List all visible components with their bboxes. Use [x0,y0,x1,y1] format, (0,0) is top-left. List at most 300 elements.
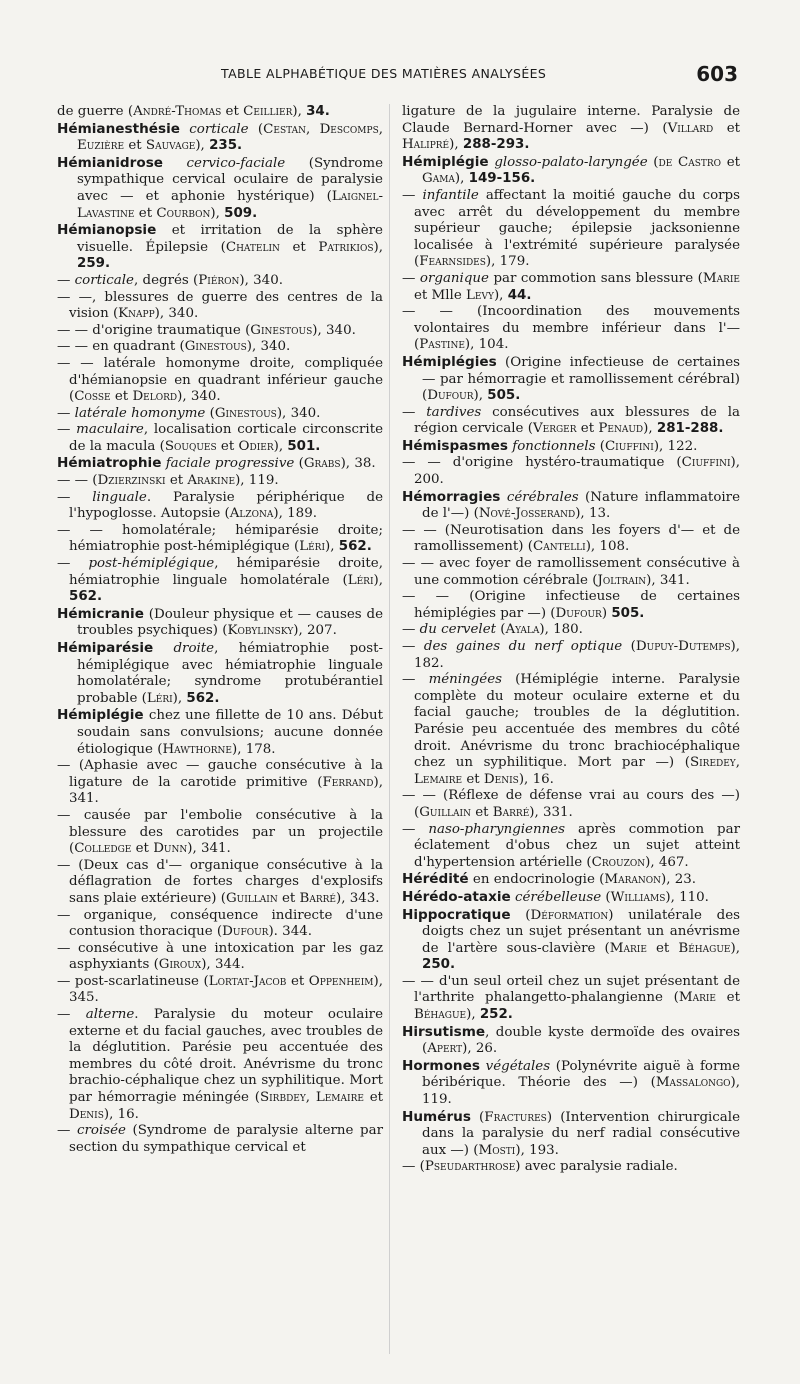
entry-author: Sirbdey, Lemaire [259,1090,364,1106]
index-entry [402,672,740,788]
entry-qualifier: linguale [92,489,147,505]
entry-text: ( [647,154,659,170]
entry-author: Fractures [484,1109,547,1125]
index-entry [57,490,383,523]
entry-text: ), 122. [653,438,698,454]
entry-text: ), 13. [575,506,611,522]
entry-text: — [57,405,75,421]
entry-text: ), 341. [646,572,690,588]
entry-author: Nové-Josserand [478,506,576,522]
index-entry [57,908,383,941]
entry-text: après commotion par éclatement d'obus chez un sujet atteint d'hypertension artérielle ( [414,821,740,870]
index-entry [57,758,383,808]
entry-text: ( [622,639,636,654]
entry-text: — [57,422,77,438]
entry-text: ), 341. [69,774,383,807]
index-entry [402,589,740,622]
index-entry [57,339,383,356]
entry-qualifier: naso-pharyngiennes [428,821,566,837]
entry-author: Denis [483,771,519,787]
entry-author: Ceillier [243,104,293,119]
entry-author: Cestan, Descomps, Euzière [77,121,384,154]
entry-text: ( [205,405,215,421]
index-entry [402,438,740,456]
index-entry [57,155,383,222]
entry-text: ), 341. [187,841,231,857]
entry-text: et [110,389,133,405]
entry-text: ), 108. [585,539,630,555]
entry-text: et [713,120,740,136]
entry-author: Villard [667,120,714,136]
entry-author: Levy [466,287,494,303]
entry-author: Penaud [598,421,644,437]
entry-page-ref: 250. [422,957,456,973]
index-entry [57,1123,383,1156]
entry-qualifier: alterne [85,1007,135,1023]
entry-page-ref: 281-288. [656,421,724,437]
entry-author: Chatelin [225,239,280,255]
index-entry [402,1058,740,1109]
entry-text: ) avec paralysie radiale. [515,1159,678,1175]
index-entry [57,707,383,758]
entry-text: ), 178. [231,741,276,757]
index-entry [402,489,740,523]
index-entry [57,974,383,1007]
entry-text: ), 189. [273,506,317,522]
entry-text: et [279,239,319,255]
entry-author: Dufour [222,924,269,940]
entry-author: Sauvage [145,138,196,154]
entry-headword: Hémicranie [57,605,144,622]
entry-qualifier: post-hémiplégique [88,556,215,572]
entry-qualifier: tardives [426,404,482,420]
entry-text: ), 193. [515,1142,559,1158]
entry-author: Guillain [225,890,278,906]
entry-text: ), 340. [276,405,321,421]
entry-text: ), [643,421,657,437]
entry-text: ), 207. [293,623,337,639]
index-entry [57,290,383,323]
index-entry [57,606,383,640]
entry-text: — organique, conséquence indirecte d'une contusion thoracique ( [57,907,383,940]
entry-author: Mosti [478,1142,516,1158]
entry-qualifier: cérébrales [506,489,579,505]
entry-qualifier: cervico-faciale [186,155,286,171]
entry-headword: Hérédo-ataxie [402,888,511,905]
entry-author: Ginestous [250,322,313,338]
entry-text: ), [454,171,469,187]
entry-text: — — (Incoordination des mouvements volontaires du membre inférieur dans l'— ( [402,304,740,353]
entry-text: ), 23. [660,872,697,888]
entry-text: — — d'origine traumatique ( [57,322,251,338]
entry-author: Apert [427,1041,463,1057]
index-entry [57,523,383,556]
entry-author: Marie [609,940,647,956]
entry-text: et [124,138,146,154]
entry-text: et [221,104,244,119]
entry-text: et [576,421,599,437]
entry-text: — — (Réflexe de défense vrai au cours des —) ( [402,788,740,820]
entry-author: Odier [238,438,274,454]
entry-headword: Hémiplégies [402,353,497,370]
index-entry [57,422,383,455]
entry-text: ). 344. [268,924,312,940]
entry-text: — [57,556,89,572]
entry-author: Souques [164,438,217,454]
entry-author: Oppenheim [308,973,374,989]
entry-text: ( [510,907,531,923]
entry-text: et [721,154,740,170]
entry-author: Williams [610,889,666,905]
index-entry [402,974,740,1024]
entry-author: Ginestous [214,405,277,421]
entry-text: (Polynévrite aiguë à forme béribérique. Théorie des —) ( [422,1058,741,1091]
index-entry [402,154,740,188]
index-entry [402,304,740,354]
entry-author: Crouzon [591,854,646,870]
entry-page-ref: 34. [306,104,330,119]
entry-page-ref: 44. [507,287,532,303]
entry-text: — — d'origine hystéro-traumatique ( [402,455,682,471]
entry-text: , localisation corticale circonscrite de la macula ( [69,422,384,454]
index-entry [402,1109,740,1160]
index-entry [402,1159,740,1176]
entry-text: — [57,1123,77,1139]
entry-author: Pseudarthrose [424,1159,516,1175]
entry-author: Massalongo [655,1075,731,1091]
entry-author: Béhague [678,940,731,956]
entry-text: — — homolatérale; hémiparésie droite; hémiatrophie post-hémiplégique ( [57,522,383,555]
index-entry [57,556,383,606]
entry-qualifier: fonctionnels [512,438,596,454]
entry-qualifier: végétales [485,1058,551,1074]
entry-text: ), 467. [645,854,689,870]
entry-text: ( [470,1109,485,1125]
entry-text: , double kyste dermoïde des ovaires ( [422,1024,740,1057]
entry-text [153,641,173,656]
entry-page-ref: 562. [69,589,103,605]
entry-author: Kobylinsky [227,623,294,639]
entry-page-ref: 259. [77,256,111,272]
entry-text: ), 331. [529,804,573,820]
index-entry [57,273,383,290]
entry-text: — [402,404,427,420]
entry-author: Marie [702,270,740,286]
entry-page-ref: 509. [224,205,258,221]
index-entry [57,222,383,273]
index-entry [402,889,740,907]
entry-text: ), [172,690,187,706]
entry-author: Denis [69,1106,104,1122]
entry-author: Léri [146,690,173,706]
entry-text: — ( [402,1159,425,1175]
entry-author: Halipré [402,137,450,153]
entry-text: (Syndrome sympathique cervical oculaire de paralysie avec — et aphonie hystérique) ( [77,155,383,204]
index-entry [57,1007,383,1123]
entry-text: ), 340. [246,339,291,355]
entry-qualifier: croisée [76,1123,126,1139]
entry-text: — [402,270,420,286]
index-entry [402,639,740,672]
entry-author: Dufour [555,605,602,621]
entry-author: Dupuy-Dutemps [635,639,731,654]
entry-text: ), 340. [177,389,221,405]
entry-author: Dufour [427,388,474,404]
entry-qualifier: cérébelleuse [515,889,602,905]
entry-author: Ciuffini [681,455,731,471]
entry-author: Siredey, Lemaire [414,755,740,787]
entry-text: (Hémiplégie interne. Paralysie complète du moteur oculaire externe et du facial gauche; troubles de la déglutition. Parésie peu accentuée des membres du côté droit. Anévrisme du tronc brachiocéphalique chez un syphilitique. Mort par —) ( [414,672,740,771]
entry-text: ), [373,572,383,588]
entry-text: — — ( [57,473,98,489]
entry-text: par commotion sans blessure ( [488,270,703,286]
entry-text: ), [373,239,383,255]
entry-headword: Hémianopsie [57,222,157,239]
entry-page-ref: 562. [338,539,372,555]
entry-text: ), 344. [201,957,245,973]
entry-headword: Hirsutisme [402,1023,486,1040]
entry-headword: Hémiparésie [57,640,154,656]
entry-text: — [57,489,93,505]
entry-text: — —, blessures de guerre des centres de la vision ( [57,289,383,322]
entry-headword: Hérédité [402,871,469,888]
page-number: 603 [696,62,738,86]
entry-text: — — en quadrant ( [57,339,185,355]
entry-text: ( [595,438,605,454]
entry-author: Knapp [118,306,155,322]
index-entry [57,323,383,340]
entry-text: ), 340. [154,306,199,322]
entry-author: Fearnsides [419,254,486,270]
entry-text: . Paralysie périphérique de l'hypoglosse. Autopsie ( [69,489,383,522]
entry-text: et [131,841,154,857]
entry-text: ) (Intervention chirurgicale dans la paralysie du nerf radial consécutive aux —) ( [422,1109,740,1158]
entry-author: Delord [132,389,178,405]
entry-qualifier: infantile [422,187,479,203]
entry-author: Dzierzinski [97,473,166,489]
entry-text: — [57,272,75,288]
entry-text: , hémiparésie droite, hémiatrophie linguale homolatérale ( [69,556,383,588]
entry-headword: Hippocratique [402,906,511,923]
entry-author: Léri [347,572,374,588]
entry-text: ), 16. [103,1106,139,1122]
entry-text: (Syndrome de paralysie alterne par section du sympathique cervical et [69,1123,383,1155]
index-entry [402,271,740,304]
entry-text: ( [248,121,264,137]
entry-text: — [402,821,429,837]
entry-text: — — avec foyer de ramollissement consécutive à une commotion cérébrale ( [402,556,740,588]
entry-author: Ferrand [322,774,374,790]
entry-author: Giroux [158,957,202,973]
entry-text: — [402,187,423,203]
entry-text: — — d'un seul orteil chez un sujet présentant de l'arthrite phalangetto-phalangienne ( [402,973,740,1006]
entry-headword: Humérus [402,1108,471,1125]
entry-text: ), [466,1007,480,1023]
entry-author: Déformation [530,907,609,923]
entry-text: ), [730,940,740,956]
entry-author: Dunn [153,841,188,857]
index-entry [402,1024,740,1058]
entry-text: ), 182. [414,639,740,671]
index-entry [402,104,740,154]
index-entry [402,455,740,488]
entry-text: ( [601,889,611,905]
entry-text: consécutives aux blessures de la région cervicale ( [414,404,740,437]
entry-page-ref: 562. [186,690,220,706]
entry-author: Ayala [505,622,540,638]
entry-headword: Hémianidrose [57,154,164,171]
entry-text: ), 340. [239,272,283,288]
entry-headword: Hormones [402,1057,480,1074]
entry-page-ref: 235. [209,138,243,154]
entry-text: — [402,672,429,688]
entry-text: — consécutive à une intoxication par les gaz asphyxiants ( [57,940,383,973]
entry-text: ), 343. [336,890,380,906]
entry-author: Verger [532,421,577,437]
entry-qualifier: corticale [189,121,249,137]
entry-text: et [363,1090,384,1106]
index-column-left [57,104,383,1156]
index-entry [402,871,740,889]
entry-text: en endocrinologie ( [468,872,605,888]
entry-text: — — (Neurotisation dans les foyers d'— et de ramollissement) ( [402,522,740,555]
index-entry [57,104,383,121]
index-entry [57,356,383,406]
entry-author: Joltrain [597,572,647,588]
entry-author: Guillain [419,804,471,820]
index-entry [402,523,740,556]
entry-text: et [134,205,157,221]
entry-author: Hawthorne [162,741,232,757]
entry-text: ), 110. [665,889,709,905]
entry-page-ref: 501. [287,438,321,454]
entry-author: Barré [492,804,530,820]
entry-author: Marie [678,990,716,1006]
entry-qualifier: faciale progressive [165,456,295,472]
entry-text: ligature de la jugulaire interne. Paralysie de Claude Bernard-Horner avec —) ( [402,104,740,136]
entry-text: et Mlle [414,287,467,303]
index-entry [402,907,740,974]
index-entry [57,941,383,974]
index-entry [402,822,740,872]
entry-text: — [402,622,420,638]
index-entry [57,455,383,473]
entry-text [163,156,187,171]
entry-author: Ciuffini [604,438,654,454]
entry-text: et [165,473,188,489]
entry-text: ), 104. [464,337,509,353]
entry-headword: Hémiatrophie [57,455,162,472]
entry-qualifier: organique [419,270,489,286]
entry-headword: Hémispasmes [402,437,508,454]
entry-text: ), [292,104,307,119]
entry-qualifier: des gaines du nerf optique [423,639,623,654]
entry-author: Lortat-Jacob [208,973,287,989]
entry-headword: Hémorragies [402,488,501,505]
entry-text: ), 200. [414,455,740,488]
running-title: TABLE ALPHABÉTIQUE DES MATIÈRES ANALYSÉES [221,66,547,81]
entry-qualifier: glosso-palato-laryngée [494,154,648,170]
entry-text: et irritation de la sphère visuelle. Épilepsie ( [77,223,383,255]
entry-text: ), [493,287,508,303]
entry-author: André-Thomas [133,104,222,119]
entry-author: Piéron [198,272,240,288]
entry-text: et [470,804,493,820]
entry-text: ), 38. [340,456,376,472]
entry-text: ), 180. [539,622,583,638]
entry-page-ref: 149-156. [468,171,536,187]
entry-qualifier: droite [173,641,215,656]
entry-text: ), [449,137,463,153]
entry-text: ), 119. [422,1075,740,1108]
entry-author: Patrikios [318,239,374,255]
entry-text: ), 119. [235,473,279,489]
entry-text: , degrés ( [133,272,199,288]
entry-text: ), [195,138,210,154]
entry-author: Cantelli [533,539,586,555]
entry-text: ), [473,388,488,404]
index-entry [402,788,740,821]
entry-text: ( [496,622,506,638]
index-entry [402,622,740,639]
entry-text: et [646,940,679,956]
entry-text: — — latérale homonyme droite, compliquée d'hémianopsie en quadrant inférieur gauche ( [57,355,383,405]
entry-text: ( [294,456,304,472]
entry-text: — (Deux cas d'— organique consécutive à la déflagration de fortes charges d'explosifs sans plaie extérieure) ( [57,857,383,906]
column-divider [389,104,390,1354]
entry-text: et [277,890,300,906]
entry-text: ), [325,539,339,555]
index-column-right [402,104,740,1176]
entry-qualifier: latérale homonyme [74,405,206,421]
entry-author: Courbon [156,205,211,221]
index-entry [57,473,383,490]
entry-author: Ginestous [184,339,247,355]
index-entry [57,406,383,423]
entry-author: Cosse [74,389,111,405]
index-entry [402,556,740,589]
entry-headword: Hémiplégie [402,153,489,170]
entry-text: — [402,639,424,654]
index-entry [57,640,383,707]
entry-text: — (Aphasie avec — gauche consécutive à la ligature de la carotide primitive ( [57,758,383,790]
entry-text: et [716,990,740,1006]
entry-qualifier: du cervelet [419,622,497,638]
entry-text: (Douleur physique et — causes de troubles psychiques) ( [77,606,383,639]
entry-text: — causée par l'embolie consécutive à la blessure des carotides par un projectile ( [57,807,383,857]
entry-text: chez une fillette de 10 ans. Début soudain sans convulsions; aucune donnée étiologique ( [77,708,383,757]
entry-text: . Paralysie du moteur oculaire externe et du facial gauches, avec troubles de la déglutition. Parésie peu accentuée des membres du côté droit. Anévrisme du tronc brachio-céphalique chez un syphilitique. Mort par hémorragie méningée ( [69,1007,383,1106]
entry-text: — post-scarlatineuse ( [57,973,209,989]
entry-author: Béhague [414,1007,467,1023]
entry-text: ), [273,438,288,454]
entry-text: et [286,973,309,989]
entry-qualifier: corticale [74,272,134,288]
entry-author: Barré [299,890,336,906]
index-entry [402,405,740,438]
index-entry [402,354,740,405]
entry-text [180,122,189,137]
entry-text: ), 345. [69,973,383,1006]
entry-text: ), 179. [485,254,530,270]
entry-text: ), 340. [312,322,356,338]
entry-author: Colledge [74,841,132,857]
entry-text: (Origine infectieuse de certaines — par hémorragie et ramollissement cérébral) ( [422,354,740,404]
entry-author: Maranon [604,872,661,888]
entry-text: (Nature inflammatoire de l'—) ( [422,489,740,522]
index-entry [57,858,383,908]
entry-text: ) [601,605,612,621]
